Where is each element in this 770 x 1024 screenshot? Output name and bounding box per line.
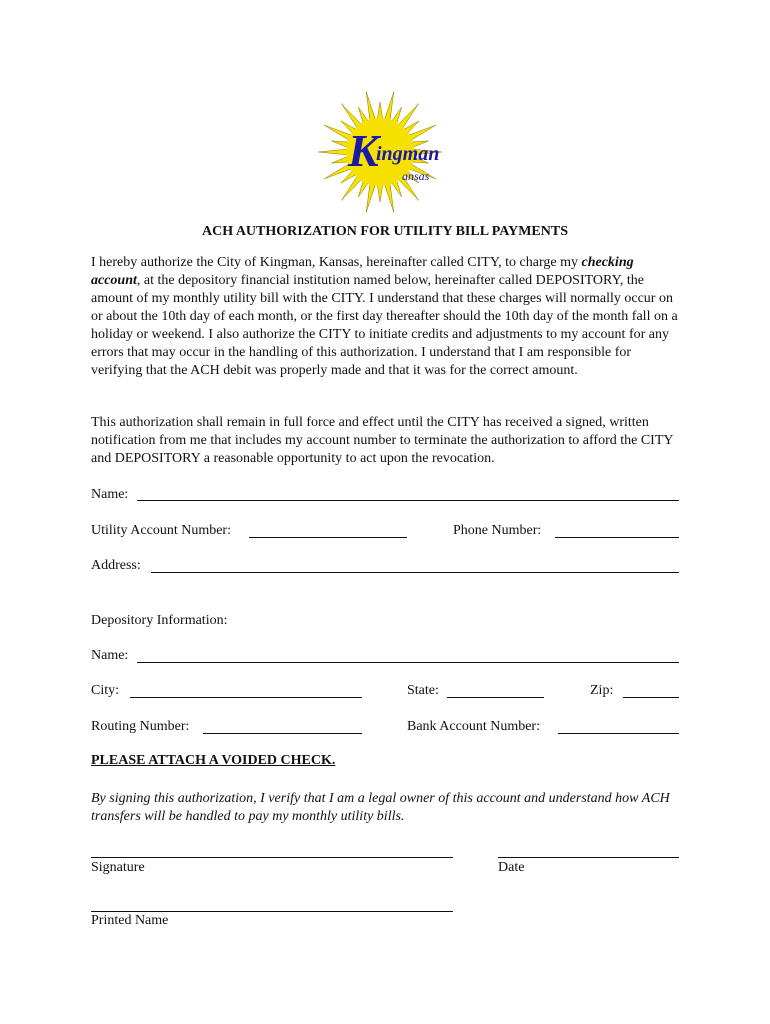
sun-ray bbox=[318, 149, 348, 155]
sun-ray bbox=[384, 92, 394, 122]
paragraph-text: I hereby authorize the City of Kingman, Kansas, hereinafter called CITY, to charge my bbox=[91, 255, 582, 270]
checking-account-emphasis: checking account bbox=[91, 255, 634, 288]
attach-voided-check-notice: PLEASE ATTACH A VOIDED CHECK. bbox=[91, 753, 336, 768]
phone-label: Phone Number: bbox=[453, 523, 542, 538]
address-label: Address: bbox=[91, 558, 141, 573]
state-label: State: bbox=[407, 683, 439, 698]
paragraph-text-cont: , at the depository financial institution named below, hereinafter called DEPOSITORY, the amount of my monthly utility bill with the CITY. I understand that these charges will normally occur on or about the 10th day of each month, or the first day thereafter should the 10th day of the month fall on a holiday or weekend. I also authorize the CITY to initiate credits and adjustments to my account for any errors that may occur in the handling of this authorization. I understand that I am responsible for verifying that the ACH debit was properly made and that it was for the correct amount. bbox=[91, 273, 678, 378]
depository-name-field[interactable] bbox=[137, 662, 679, 663]
sun-ray bbox=[366, 92, 376, 122]
zip-field[interactable] bbox=[623, 697, 679, 698]
sun-ray bbox=[377, 184, 383, 202]
signature-field[interactable] bbox=[91, 857, 453, 858]
bank-account-field[interactable] bbox=[558, 733, 679, 734]
name-label: Name: bbox=[91, 487, 129, 502]
depository-heading: Depository Information: bbox=[91, 613, 228, 628]
sun-ray bbox=[377, 102, 383, 120]
address-field[interactable] bbox=[151, 572, 679, 573]
kingman-logo bbox=[310, 88, 470, 216]
city-label: City: bbox=[91, 683, 120, 698]
logo-main-text: ingman bbox=[376, 143, 440, 165]
printed-name-field[interactable] bbox=[91, 911, 453, 912]
bank-account-label: Bank Account Number: bbox=[407, 719, 540, 734]
date-label: Date bbox=[498, 860, 525, 875]
phone-field[interactable] bbox=[555, 537, 679, 538]
printed-name-label: Printed Name bbox=[91, 913, 169, 928]
depository-name-label: Name: bbox=[91, 648, 129, 663]
logo-sub-text: ansas bbox=[402, 169, 430, 183]
revocation-paragraph: This authorization shall remain in full force and effect until the CITY has received a signed, written notification from me that includes my account number to terminate the authorization to afford the CITY and DEPOSITORY a reasonable opportunity to act upon the revocation. bbox=[91, 415, 673, 466]
zip-label: Zip: bbox=[590, 683, 614, 698]
authorization-paragraph bbox=[91, 254, 683, 380]
date-field[interactable] bbox=[498, 857, 679, 858]
utility-account-label: Utility Account Number: bbox=[91, 523, 231, 538]
routing-label: Routing Number: bbox=[91, 719, 190, 734]
city-field[interactable] bbox=[130, 697, 362, 698]
utility-account-field[interactable] bbox=[249, 537, 407, 538]
sun-logo-icon bbox=[310, 88, 470, 216]
name-field[interactable] bbox=[137, 500, 679, 501]
sun-ray bbox=[384, 182, 394, 212]
page-title: ACH AUTHORIZATION FOR UTILITY BILL PAYMENTS bbox=[201, 224, 569, 239]
state-field[interactable] bbox=[447, 697, 544, 698]
signature-label: Signature bbox=[91, 860, 145, 875]
routing-field[interactable] bbox=[203, 733, 362, 734]
sun-ray bbox=[366, 182, 376, 212]
verification-statement: By signing this authorization, I verify that I am a legal owner of this account and understand how ACH transfers will be handled to pay my monthly utility bills. bbox=[91, 791, 670, 824]
logo-initial: K bbox=[348, 125, 379, 176]
